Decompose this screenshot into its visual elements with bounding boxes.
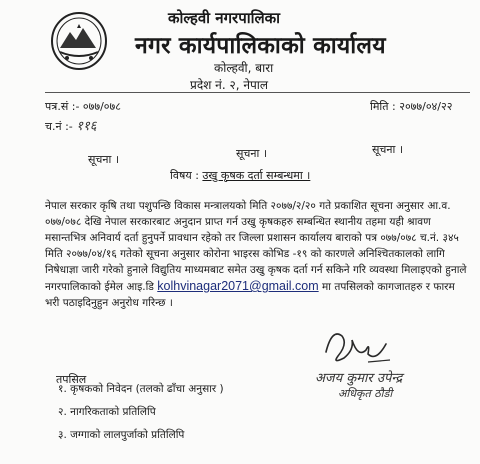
signer-title: अधिकृत ठौडी bbox=[338, 387, 393, 400]
notice-label: सूचना । bbox=[88, 153, 120, 166]
chalani-label: च.नं :- bbox=[45, 120, 73, 133]
notice-label: सूचना । bbox=[236, 147, 268, 160]
attachment-item: ३. जग्गाको लालपुर्जाको प्रतिलिपि bbox=[58, 429, 185, 441]
chalani-number bbox=[45, 116, 97, 134]
signature-image bbox=[318, 322, 394, 370]
office-province: प्रदेश नं. २, नेपाल bbox=[190, 78, 269, 92]
body-text-end: मा तपसिलको कागजातहरु र फारम भरी पठाइदिनुहुन अनुरोध गरिन्छ । bbox=[45, 281, 455, 309]
email-link[interactable]: kolhvinagar2071@gmail.com bbox=[157, 279, 319, 293]
subject-line bbox=[170, 168, 310, 183]
subject-label: विषय : bbox=[170, 169, 199, 182]
attachments-heading: तपसिल bbox=[56, 373, 87, 386]
municipality-name: कोल्हवी नगरपालिका bbox=[168, 9, 281, 27]
office-location: कोल्हवी, बारा bbox=[214, 61, 274, 75]
notice-label: सूचना । bbox=[372, 143, 404, 156]
body-paragraph bbox=[45, 198, 470, 311]
attachment-item: २. नागरिकताको प्रतिलिपि bbox=[58, 406, 156, 418]
nepal-emblem-icon bbox=[50, 10, 108, 72]
subject-text: उखु कृषक दर्ता सम्बन्धमा । bbox=[202, 169, 311, 182]
letter-date: मिति : २०७७/०४/२२ bbox=[370, 100, 453, 113]
chalani-handwritten-number: ११६ bbox=[76, 119, 97, 134]
header-divider bbox=[45, 92, 470, 93]
attachment-item: १. कृषकको निवेदन (तलको ढाँचा अनुसार ) bbox=[58, 383, 224, 395]
signer-name: अजय कुमार उपेन्द्र bbox=[315, 371, 403, 386]
office-name: नगर कार्यपालिकाको कार्यालय bbox=[135, 33, 386, 59]
body-text: नेपाल सरकार कृषि तथा पशुपन्छि विकास मन्त्रालयको मिति २०७७/२/२० गते प्रकाशित सूचना अनुसार आ.व. ०७७/०७८ देखि नेपाल सरकारबाट अनुदान प्राप्त गर्न उखु कृषकहरु सम्बन्धित स्थानीय तहमा यही श्रावण मसान्तभित्र अनिवार्य दर्ता हुनुपर्ने प्रावधान रहेको तर जिल्ला प्रशासन कार्यालय बाराको पत्र ०७७/०७८ च.नं. ३४५ मिति २०७७/०४/१६ गतेको सूचना अनुसार कोरोना भाइरस कोभिड -१९ को कारणले अनिश्चितकालको लागि निषेधाज्ञा जारी गरेको हुनाले विद्युतिय माध्यमबाट समेत उखु कृषक दर्ता गर्न सकिने गरि व्यवस्था मिलाइएको हुनाले नगरपालिकाको ईमेल आइ.डि bbox=[45, 200, 467, 293]
reference-number: पत्र.सं :- ०७७/०७८ bbox=[45, 100, 121, 113]
